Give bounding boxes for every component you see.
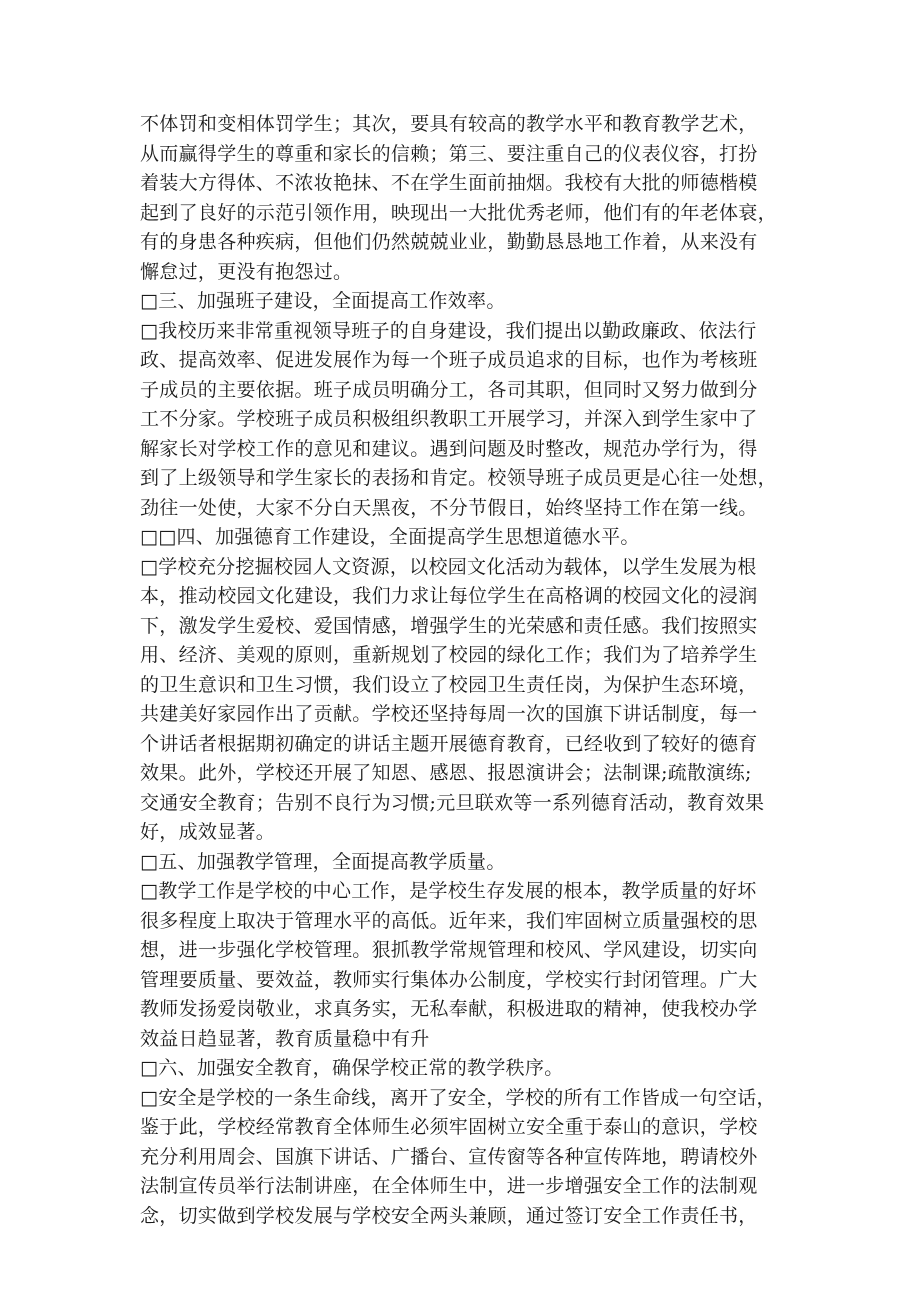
text-line: 政、提高效率、促进发展作为每一个班子成员追求的目标，也作为考核班 [140, 349, 758, 371]
section-heading-3: □三、加强班子建设，全面提高工作效率。 [140, 290, 506, 312]
document-page [140, 110, 790, 1231]
text-line: 用、经济、美观的原则，重新规划了校园的绿化工作；我们为了培养学生 [140, 644, 758, 666]
text-line: 到了上级领导和学生家长的表扬和肯定。校领导班子成员更是心往一处想， [140, 467, 777, 489]
text-line: 本，推动校园文化建设，我们力求让每位学生在高格调的校园文化的浸润 [140, 585, 758, 607]
text-line: 劲往一处使，大家不分白天黑夜，不分节假日，始终坚持工作在第一线。 [140, 496, 758, 519]
text-line: □学校充分挖掘校园人文资源，以校园文化活动为载体，以学生发展为根 [140, 555, 757, 578]
text-line: 教师发扬爱岗敬业，求真务实，无私奉献，积极进取的精神，使我校办学 [140, 998, 758, 1020]
text-line: 法制宣传员举行法制讲座，在全体师生中，进一步增强安全工作的法制观 [140, 1175, 758, 1197]
text-line: 好，成效显著。 [140, 821, 276, 843]
text-line: 着装大方得体、不浓妆艳抹、不在学生面前抽烟。我校有大批的师德楷模 [140, 172, 758, 194]
text-line: 充分利用周会、国旗下讲话、广播台、宣传窗等各种宣传阵地，聘请校外 [140, 1145, 758, 1168]
text-line: 鉴于此，学校经常教育全体师生必须牢固树立安全重于泰山的意识，学校 [140, 1116, 758, 1138]
text-line: 个讲话者根据期初确定的讲话主题开展德育教育，已经收到了较好的德育 [140, 732, 758, 755]
text-line: 工不分家。学校班子成员积极组织教职工开展学习，并深入到学生家中了 [140, 408, 758, 430]
text-line: 效益日趋显著，教育质量稳中有升 [140, 1027, 430, 1050]
section-heading-4: □□四、加强德育工作建设，全面提高学生思想道德水平。 [140, 526, 640, 548]
text-line: 从而赢得学生的尊重和家长的信赖；第三、要注重自己的仪表仪容，打扮 [140, 142, 758, 165]
text-line: 很多程度上取决于管理水平的高低。近年来，我们牢固树立质量强校的思 [140, 909, 758, 932]
text-line: 不体罚和变相体罚学生；其次，要具有较高的教学水平和教育教学艺术， [140, 113, 758, 135]
text-line: 的卫生意识和卫生习惯，我们设立了校园卫生责任岗，为保护生态环境， [140, 673, 758, 696]
section-heading-5: □五、加强教学管理，全面提高教学质量。 [140, 850, 506, 873]
section-heading-6: □六、加强安全教育，确保学校正常的教学秩序。 [140, 1057, 564, 1079]
text-line: 解家长对学校工作的意见和建议。遇到问题及时整改，规范办学行为，得 [140, 437, 758, 460]
text-line: 下，激发学生爱校、爱国情感，增强学生的光荣感和责任感。我们按照实 [140, 614, 758, 637]
text-line: 交通安全教育；告别不良行为习惯;元旦联欢等一系列德育活动，教育效果 [140, 791, 765, 814]
text-line: 管理要质量、要效益，教师实行集体办公制度，学校实行封闭管理。广大 [140, 968, 758, 991]
text-line: □安全是学校的一条生命线，离开了安全，学校的所有工作皆成一句空话， [140, 1086, 776, 1109]
text-line: 想，进一步强化学校管理。狠抓教学常规管理和校风、学风建设，切实向 [140, 939, 758, 961]
text-line: 子成员的主要依据。班子成员明确分工，各司其职，但同时又努力做到分 [140, 378, 758, 401]
text-line: 懈怠过，更没有抱怨过。 [140, 260, 353, 283]
text-line: 起到了良好的示范引领作用，映现出一大批优秀老师，他们有的年老体衰， [140, 201, 777, 224]
text-line: 念，切实做到学校发展与学校安全两头兼顾，通过签订安全工作责任书， [140, 1204, 758, 1227]
text-line: 共建美好家园作出了贡献。学校还坚持每周一次的国旗下讲话制度，每一 [140, 703, 758, 725]
text-line: □教学工作是学校的中心工作，是学校生存发展的根本，教学质量的好坏 [140, 880, 757, 902]
text-line: 有的身患各种疾病，但他们仍然兢兢业业，勤勤恳恳地工作着，从来没有 [140, 231, 758, 253]
text-line: □我校历来非常重视领导班子的自身建设，我们提出以勤政廉政、依法行 [140, 319, 757, 342]
text-line: 效果。此外，学校还开展了知恩、感恩、报恩演讲会；法制课;疏散演练; [140, 762, 752, 784]
